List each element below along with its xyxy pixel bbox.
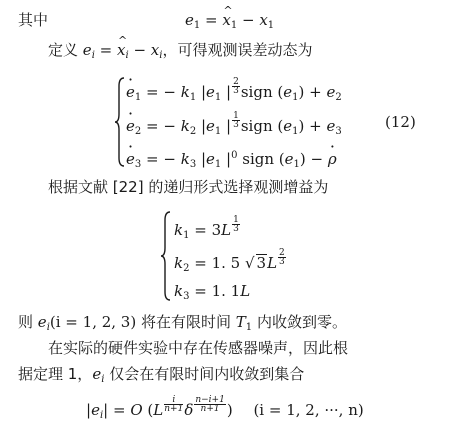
index-range-1-3: (i = 1, 2, 3)	[49, 313, 137, 331]
text-converge-set: 仅会在有限时间内收敛到集合	[109, 365, 305, 383]
equation-12-row-3: · $e_3$ = − $k_3$ $|e_1$ $|^0$ sign $(e_1)$ − · ρ	[126, 146, 337, 175]
text-theorem-1: 据定理 1，	[18, 365, 93, 383]
equation-12-row-1: · $e_1$ = − $k_1$ $|e_1$ | $\frac{2}{3}$ sign $(e_1) + e_2$	[126, 78, 342, 108]
left-brace-eq12	[114, 76, 126, 168]
line-2	[48, 40, 312, 66]
equation-number-12: (12)	[385, 113, 416, 131]
line-1	[18, 10, 48, 30]
line-12: 据定理 1，$e_i$ 仅会在有限时间内收敛到集合	[18, 365, 305, 385]
equation-convergence-set: $|e_i| = O$ (L $\frac{i}{n+1}$ δ $\frac{n-i+1}{n+1}$ ) (i = 1, 2, ···, n)	[86, 395, 364, 421]
gain-k1: $k_1 = 3L$ $\frac{1}{3}$	[174, 215, 239, 241]
line-6	[48, 177, 328, 197]
index-range-1-n: (i = 1, 2, ···, n)	[253, 401, 364, 419]
text-qizhong: 其中	[18, 11, 49, 29]
line-11	[48, 338, 348, 358]
text-recursive-gain: 根据文献 [22] 的递归形式选择观测增益为	[48, 178, 329, 196]
equation-e1-definition: $e_1$ = ^ $x_1 - x_1$	[185, 10, 274, 36]
equation-ei-definition: $e_i$ = ^ $x_i - x_i$	[83, 41, 163, 59]
text-dingyi: 定义	[48, 41, 79, 59]
text-ze: 则	[18, 313, 34, 331]
text-observation-error: ，可得观测误差动态为	[162, 41, 313, 59]
gain-k3: $k_3 = 1$. 1L	[174, 282, 251, 302]
text-converge-zero: 内收敛到零。	[256, 313, 347, 331]
text-finite-time: 将在有限时间	[140, 313, 231, 331]
equation-12-row-2: · $e_2$ = − $k_2$ $|e_1$ | $\frac{1}{3}$ sign $(e_1) + e_3$	[126, 112, 342, 142]
text-sensor-noise: 在实际的硬件实验中存在传感器噪声，因此根	[48, 339, 349, 357]
gain-k2: $k_2 = 1$. 5 √ 3L $\frac{2}{3}$	[174, 248, 285, 274]
left-brace-gains	[160, 210, 172, 302]
line-10: 则 $e_i(i = 1$, 2, 3) 将在有限时间 $T_1$ 内收敛到零。	[18, 313, 347, 333]
